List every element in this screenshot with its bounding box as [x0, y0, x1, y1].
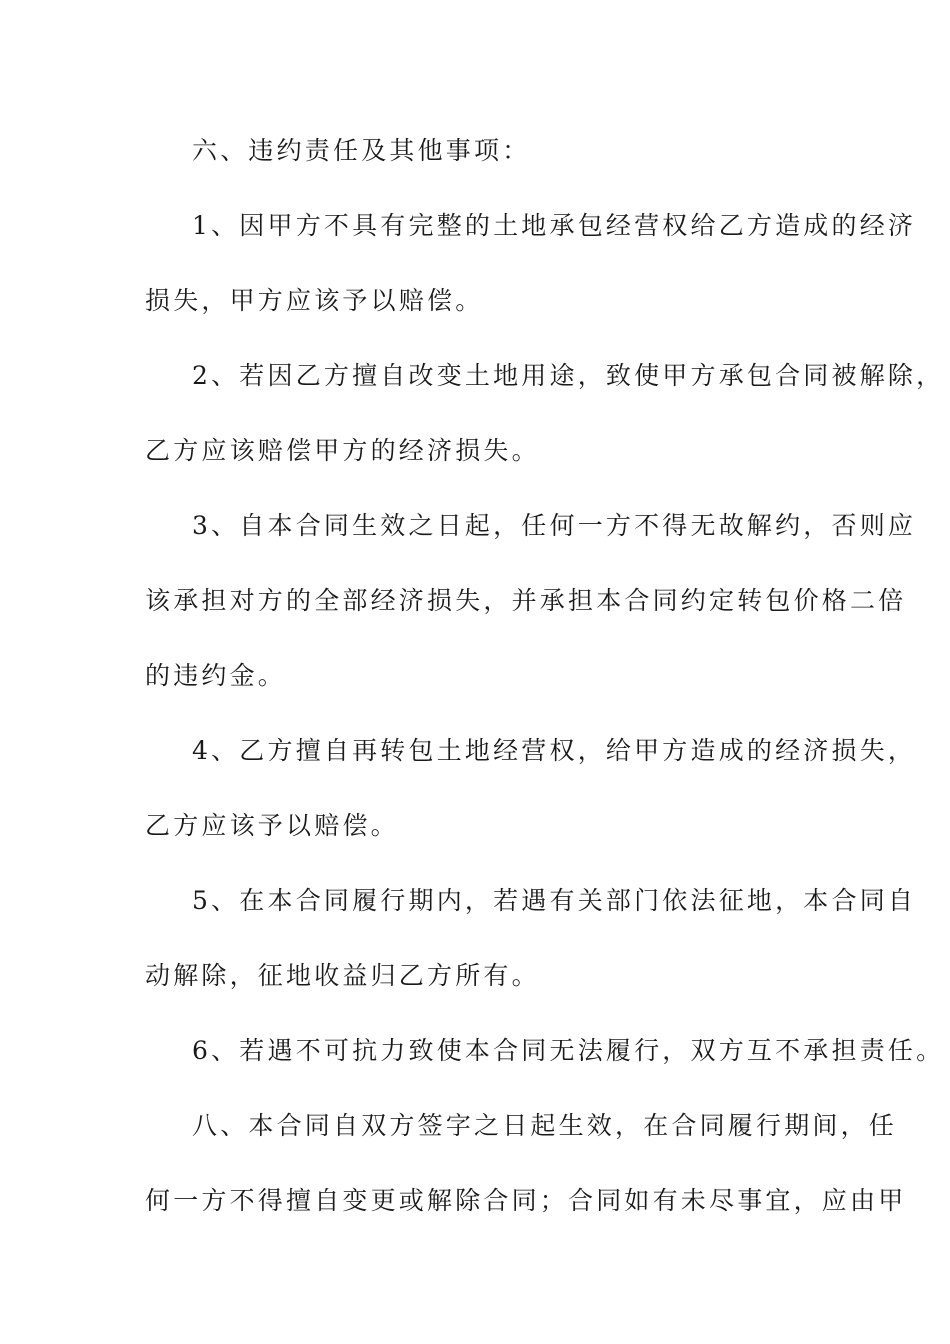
clause-4-line-1: 4、乙方擅自再转包土地经营权，给甲方造成的经济损失， [192, 736, 917, 765]
clause-6-line-1: 6、若遇不可抗力致使本合同无法履行，双方互不承担责任。 [192, 1036, 945, 1065]
clause-2-line-2: 乙方应该赔偿甲方的经济损失。 [145, 436, 540, 465]
clause-3-line-3: 的违约金。 [145, 661, 287, 690]
section-eight-line-2: 何一方不得擅自变更或解除合同；合同如有未尽事宜，应由甲 [145, 1186, 907, 1215]
clause-4-line-2: 乙方应该予以赔偿。 [145, 811, 399, 840]
clause-2-line-1: 2、若因乙方擅自改变土地用途，致使甲方承包合同被解除， [192, 361, 945, 390]
clause-3-line-1: 3、自本合同生效之日起，任何一方不得无故解约，否则应 [192, 511, 917, 540]
clause-1-line-1: 1、因甲方不具有完整的土地承包经营权给乙方造成的经济 [192, 211, 917, 240]
clause-5-line-1: 5、在本合同履行期内，若遇有关部门依法征地，本合同自 [192, 886, 917, 915]
clause-3-line-2: 该承担对方的全部经济损失，并承担本合同约定转包价格二倍 [145, 586, 907, 615]
section-heading: 六、违约责任及其他事项： [192, 136, 531, 165]
section-eight-line-1: 八、本合同自双方签字之日起生效，在合同履行期间，任 [192, 1111, 898, 1140]
clause-1-line-2: 损失，甲方应该予以赔偿。 [145, 286, 484, 315]
clause-5-line-2: 动解除，征地收益归乙方所有。 [145, 961, 540, 990]
